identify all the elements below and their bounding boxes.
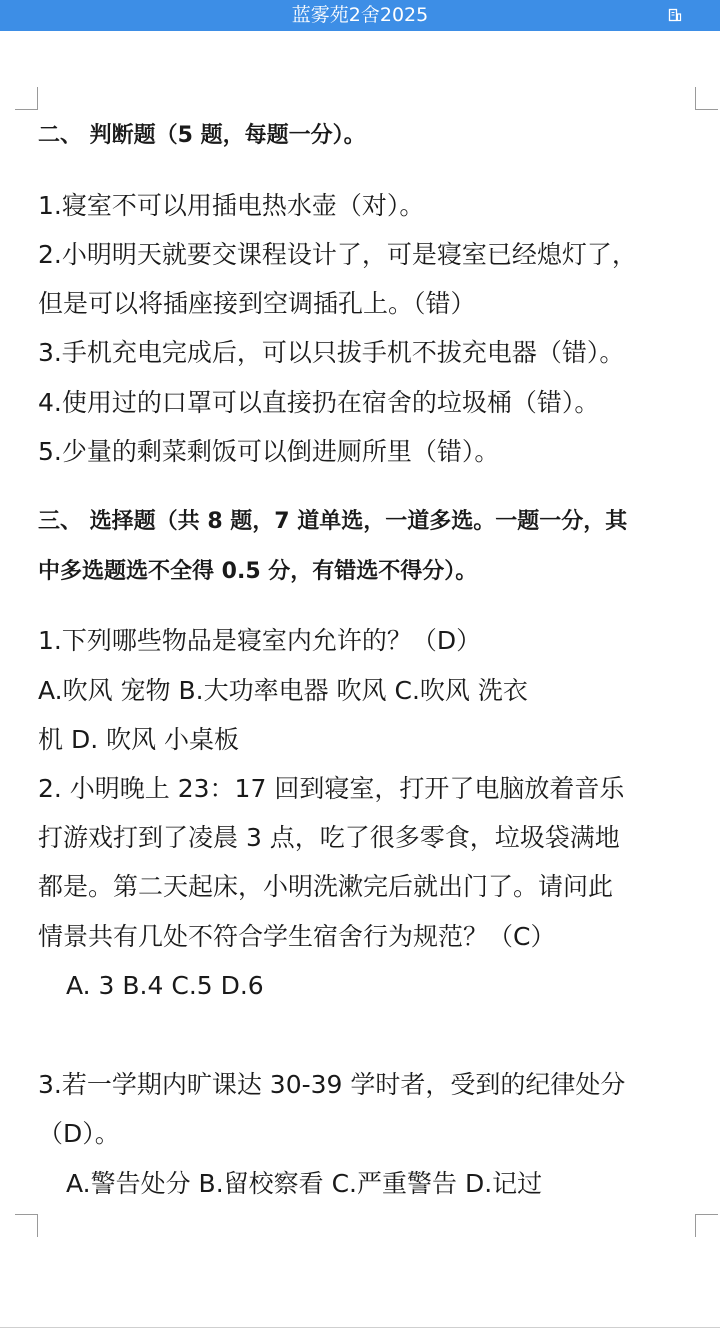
document-title: 蓝雾苑2舍2025 <box>291 4 429 26</box>
section-heading-choice: 三、 选择题（共 8 题，7 道单选，一道多选。一题一分，其 <box>38 509 628 534</box>
question-text: 1.下列哪些物品是寝室内允许的？（D） <box>38 626 482 655</box>
judgement-item: 2.小明明天就要交课程设计了，可是寝室已经熄灯了， <box>38 240 637 269</box>
question-text: 3.若一学期内旷课达 30-39 学时者，受到的纪律处分 <box>38 1070 626 1099</box>
question-options: A. 3 B.4 C.5 D.6 <box>66 971 264 1000</box>
page-corner-mark <box>15 87 38 110</box>
question-text: 2. 小明晚上 23：17 回到寝室，打开了电脑放着音乐 <box>38 774 625 803</box>
question-options: 机 D. 吹风 小桌板 <box>38 725 240 754</box>
question-text: 都是。第二天起床，小明洗漱完后就出门了。请问此 <box>38 872 614 901</box>
reading-view-icon[interactable] <box>668 8 682 22</box>
section-heading-choice: 中多选题选不全得 0.5 分，有错选不得分）。 <box>38 559 478 584</box>
question-text: 打游戏打到了凌晨 3 点，吃了很多零食，垃圾袋满地 <box>38 823 620 852</box>
page-corner-mark <box>695 1214 718 1237</box>
judgement-item: 但是可以将插座接到空调插孔上。（错） <box>38 289 476 318</box>
title-bar <box>0 0 720 31</box>
page-corner-mark <box>695 87 718 110</box>
page-corner-mark <box>15 1214 38 1237</box>
question-text: 情景共有几处不符合学生宿舍行为规范？（C） <box>38 922 556 951</box>
question-options: A.警告处分 B.留校察看 C.严重警告 D.记过 <box>66 1169 543 1198</box>
judgement-item: 3.手机充电完成后，可以只拔手机不拔充电器（错）。 <box>38 338 625 367</box>
judgement-item: 1.寝室不可以用插电热水壶（对）。 <box>38 191 425 220</box>
section-heading-judgement: 二、 判断题（5 题，每题一分）。 <box>38 123 366 148</box>
judgement-item: 5.少量的剩菜剩饭可以倒进厕所里（错）。 <box>38 437 500 466</box>
question-text: （D）。 <box>38 1119 120 1148</box>
question-options: A.吹风 宠物 B.大功率电器 吹风 C.吹风 洗衣 <box>38 676 528 705</box>
judgement-item: 4.使用过的口罩可以直接扔在宿舍的垃圾桶（错）。 <box>38 388 600 417</box>
divider <box>0 1327 720 1328</box>
